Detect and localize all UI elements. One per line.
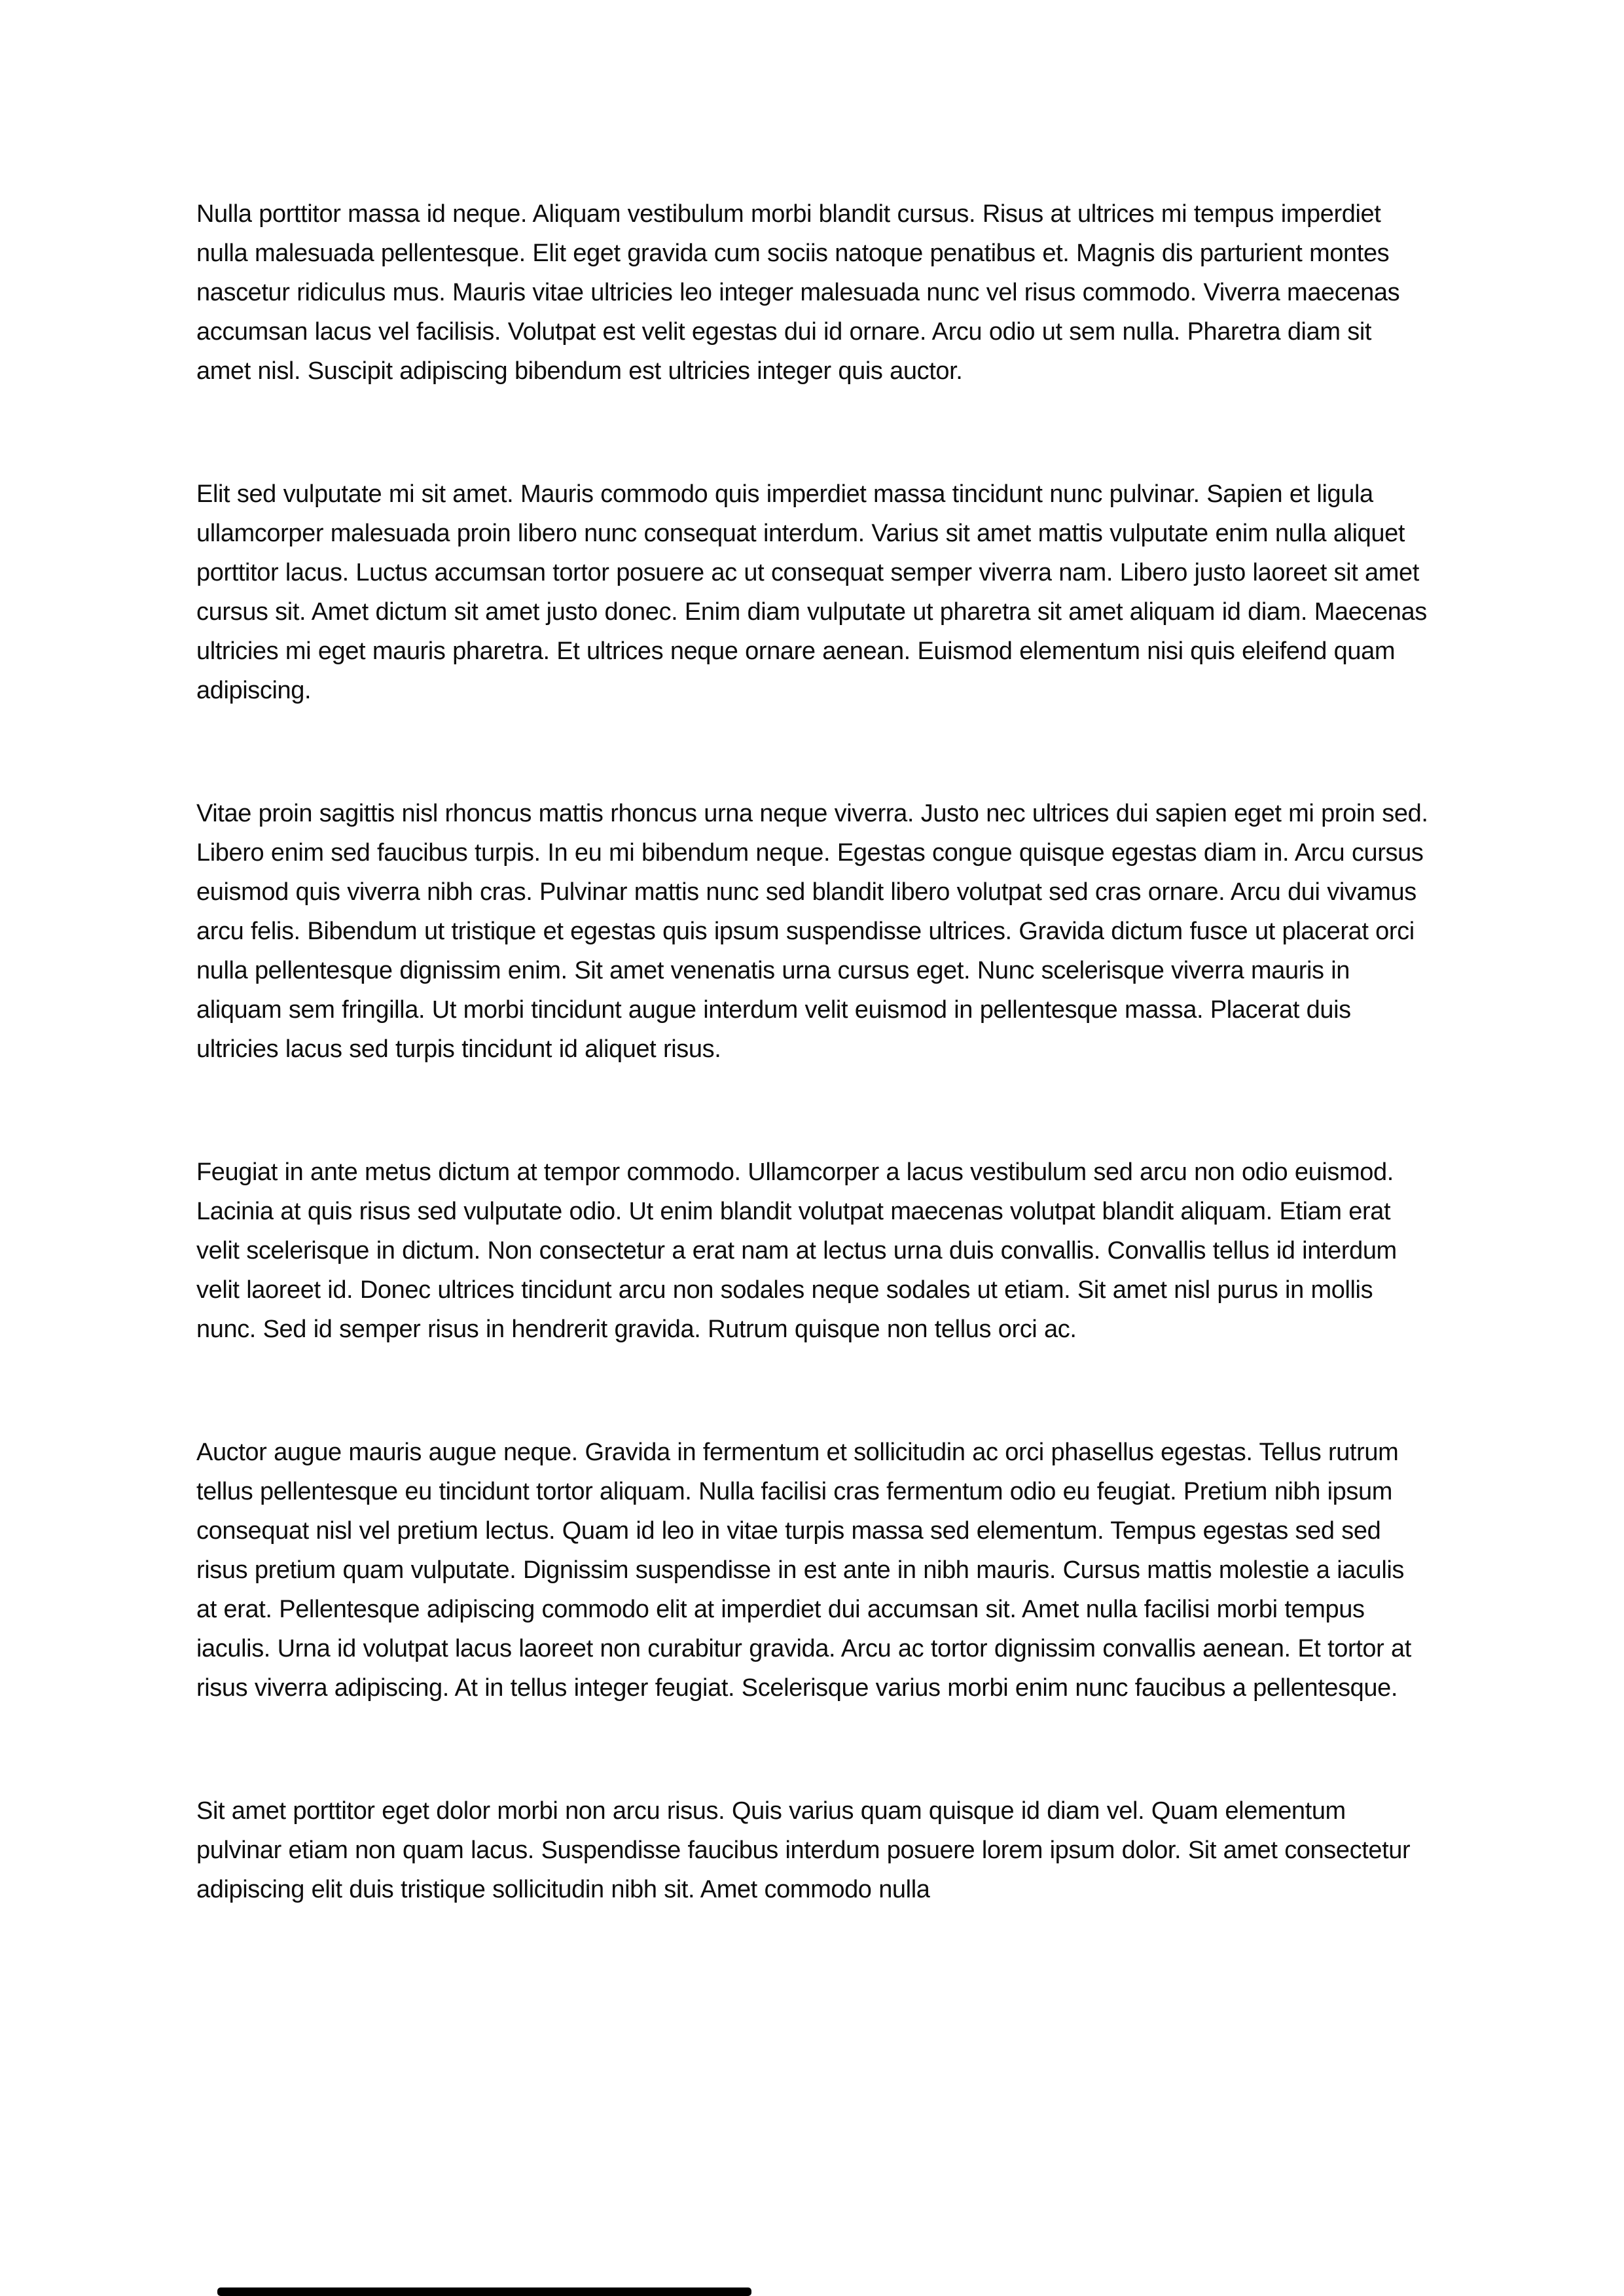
paragraph-3: Vitae proin sagittis nisl rhoncus mattis rhoncus urna neque viverra. Justo nec ultrices dui sapien eget mi proin sed. Libero enim sed faucibus turpis. In eu mi bibendum neque. Egestas congue quisque egestas diam in. Arcu cursus euismod quis viverra nibh cras. Pulvinar mattis nunc sed blandit libero volutpat sed cras ornare. Arcu dui vivamus arcu felis. Bibendum ut tristique et egestas quis ipsum suspendisse ultrices. Gravida dictum fusce ut placerat orci nulla pellentesque dignissim enim. Sit amet venenatis urna cursus eget. Nunc scelerisque viverra mauris in aliquam sem fringilla. Ut morbi tincidunt augue interdum velit euismod in pellentesque massa. Placerat duis ultricies lacus sed turpis tincidunt id aliquet risus. bbox=[196, 800, 1428, 1063]
paragraph-5: Auctor augue mauris augue neque. Gravida in fermentum et sollicitudin ac orci phasellus egestas. Tellus rutrum tellus pellentesque eu tincidunt tortor aliquam. Nulla facilisi cras fermentum odio eu feugiat. Pretium nibh ipsum consequat nisl vel pretium lectus. Quam id leo in vitae turpis massa sed elementum. Tempus egestas sed sed risus pretium quam vulputate. Dignissim suspendisse in est ante in nibh mauris. Cursus mattis molestie a iaculis at erat. Pellentesque adipiscing commodo elit at imperdiet dui accumsan sit. Amet nulla facilisi morbi tempus iaculis. Urna id volutpat lacus laoreet non curabitur gravida. Arcu ac tortor dignissim convallis aenean. Et tortor at risus viverra adipiscing. At in tellus integer feugiat. Scelerisque varius morbi enim nunc faucibus a pellentesque. bbox=[196, 1439, 1411, 1702]
text-column bbox=[196, 194, 1428, 1909]
paragraph-2: Elit sed vulputate mi sit amet. Mauris commodo quis imperdiet massa tincidunt nunc pulvinar. Sapien et ligula ullamcorper malesuada proin libero nunc consequat interdum. Varius sit amet mattis vulputate enim nulla aliquet porttitor lacus. Luctus accumsan tortor posuere ac ut consequat semper viverra nam. Libero justo laoreet sit amet cursus sit. Amet dictum sit amet justo donec. Enim diam vulputate ut pharetra sit amet aliquam id diam. Maecenas ultricies mi eget mauris pharetra. Et ultrices neque ornare aenean. Euismod elementum nisi quis eleifend quam adipiscing. bbox=[196, 480, 1427, 704]
bottom-bar bbox=[217, 2287, 751, 2296]
paragraph-1: Nulla porttitor massa id neque. Aliquam vestibulum morbi blandit cursus. Risus at ultrices mi tempus imperdiet nulla malesuada pellentesque. Elit eget gravida cum sociis natoque penatibus et. Magnis dis parturient montes nascetur ridiculus mus. Mauris vitae ultricies leo integer malesuada nunc vel risus commodo. Viverra maecenas accumsan lacus vel facilisis. Volutpat est velit egestas dui id ornare. Arcu odio ut sem nulla. Pharetra diam sit amet nisl. Suscipit adipiscing bibendum est ultricies integer quis auctor. bbox=[196, 200, 1400, 385]
paragraph-4: Feugiat in ante metus dictum at tempor commodo. Ullamcorper a lacus vestibulum sed arcu non odio euismod. Lacinia at quis risus sed vulputate odio. Ut enim blandit volutpat maecenas volutpat blandit aliquam. Etiam erat velit scelerisque in dictum. Non consectetur a erat nam at lectus urna duis convallis. Convallis tellus id interdum velit laoreet id. Donec ultrices tincidunt arcu non sodales neque sodales ut etiam. Sit amet nisl purus in mollis nunc. Sed id semper risus in hendrerit gravida. Rutrum quisque non tellus orci ac. bbox=[196, 1158, 1397, 1343]
paragraph-6: Sit amet porttitor eget dolor morbi non arcu risus. Quis varius quam quisque id diam vel. Quam elementum pulvinar etiam non quam lacus. Suspendisse faucibus interdum posuere lorem ipsum dolor. Sit amet consectetur adipiscing elit duis tristique sollicitudin nibh sit. Amet commodo nulla bbox=[196, 1797, 1411, 1903]
